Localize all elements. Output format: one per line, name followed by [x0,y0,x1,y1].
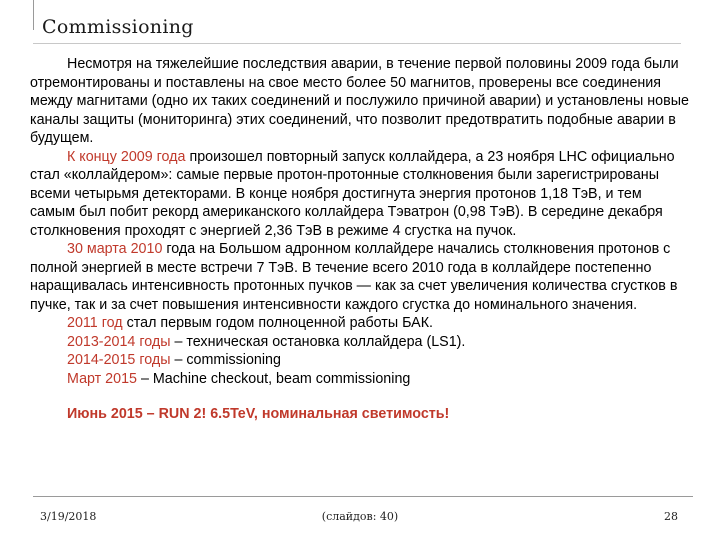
paragraph-2 [30,148,690,241]
highlight-march-2015: Март 2015 [67,370,137,387]
footer-date: 3/19/2018 [40,510,97,523]
paragraph-4-text: стал первым годом полноценной работы БАК. [122,315,434,331]
paragraph-8-text: – RUN 2! 6.5TeV, номинальная светимость! [142,406,450,422]
paragraph-3-text: года на Большом адронном коллайдере начались столкновения протонов с полной энергией в месте встречи 7 ТэВ. В течение всего 2010 года в коллайдере постепенно наращивалась интенсивность протонных пучков — как за счет увеличения количества сгустков в пучке, так и за счет повышения интенсивности каждого сгустка до номинального значения. [30,241,678,313]
footer-rule [33,496,693,497]
highlight-2013: 2013-2014 годы [67,333,171,350]
highlight-june-2015: Июнь 2015 [67,406,143,422]
paragraph-7 [30,370,690,389]
paragraph-8 [30,405,690,424]
footer-slide-count: (слайдов: 40) [321,510,399,523]
paragraph-5 [30,333,690,352]
highlight-2011: 2011 год [67,315,123,331]
paragraph-4 [30,314,690,333]
slide-body [30,55,690,424]
paragraph-6 [30,351,690,370]
paragraph-1: Несмотря на тяжелейшие последствия аварии, в течение первой половины 2009 года были отремонтированы и поставлены на свое место более 50 магнитов, проверены все соединения между магнитами (одно их таких соединений и послужило причиной аварии) и установлены новые каналы защиты (мониторинга) этих соединений, что позволит предотвратить подобные аварии в будущем. [30,56,689,146]
slide-title: Commissioning [42,16,194,38]
highlight-2014: 2014-2015 годы [67,352,171,368]
highlight-2009: К концу 2009 года [67,148,186,165]
paragraph-3 [30,240,690,314]
footer-page-number: 28 [664,510,678,523]
paragraph-2-text: произошел повторный запуск коллайдера, а 23 ноября LHC официально стал «коллайдером»: самые первые протон-протонные столкновения были зарегистрированы всеми четырьмя детекторами. В конце ноября достигнута энергия протонов 1,18 ТэВ, и тем самым был побит рекорд американского коллайдера Тэватрон (0,98 ТэВ). В середине декабря столкновения проходят с энергией 2,36 ТэВ в режиме 4 сгустка на пучок. [30,148,675,239]
paragraph-6-text: – commissioning [170,352,281,368]
paragraph-7-text: – Machine checkout, beam commissioning [136,370,411,387]
corner-rule-vertical [33,0,34,30]
paragraph-5-text: – техническая остановка коллайдера (LS1). [170,333,466,350]
highlight-2010: 30 марта 2010 [67,241,163,257]
title-underline [33,43,681,44]
